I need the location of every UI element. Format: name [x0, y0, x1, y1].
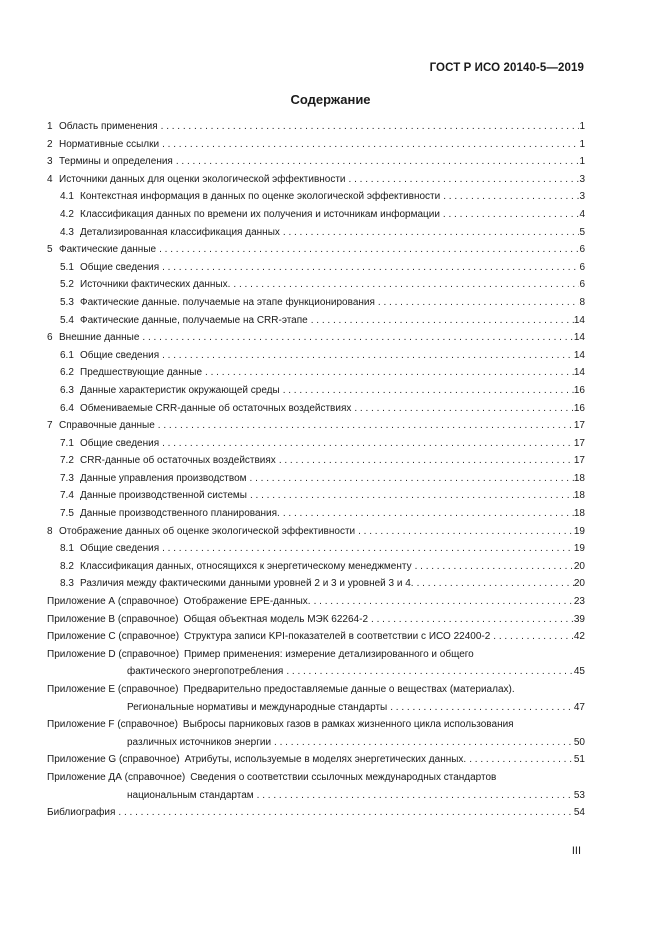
toc-annex-title-continued: Региональные нормативы и международные стандарты — [127, 701, 388, 713]
toc-bibliography-title: Библиография — [47, 807, 116, 819]
toc-annex-title: Структура записи KPI-показателей в соответствии с ИСО 22400-2 — [184, 631, 491, 643]
toc-leader-dots — [417, 575, 574, 593]
toc-entry-number: 5.2 — [60, 279, 74, 291]
toc-annex-line — [47, 751, 585, 769]
toc-leader-dots — [205, 364, 574, 382]
toc-annex-label: Приложение С (справочное) — [47, 631, 180, 643]
toc-entry-title: Контекстная информация в данных по оценке экологической эффективности — [80, 191, 441, 203]
toc-annex-label: Приложение ДА (справочное) — [47, 771, 186, 783]
toc-entry-title: Внешние данные — [59, 332, 140, 344]
toc-leader-dots — [314, 593, 574, 611]
toc-entry-page: 19 — [573, 543, 585, 555]
toc-entry-page: 1 — [579, 138, 585, 150]
toc-entry-title: Классификация данных, относящихся к энергетическому менеджменту — [80, 560, 412, 572]
toc-entry-page: 4 — [579, 208, 585, 220]
toc-annex-line — [47, 593, 585, 611]
toc-annex-entry[interactable] — [47, 681, 585, 716]
toc-entry-title: Нормативные ссылки — [59, 138, 160, 150]
toc-leader-dots — [283, 224, 580, 242]
toc-entry[interactable] — [47, 575, 585, 593]
toc-annex-title: Общая объектная модель МЭК 62264-2 — [183, 613, 369, 625]
toc-leader-dots — [349, 171, 580, 189]
toc-entry-number: 6.1 — [60, 349, 74, 361]
toc-entry-page: 14 — [573, 332, 585, 344]
toc-entry-page: 16 — [573, 384, 585, 396]
toc-annex-label: Приложение F (справочное) — [47, 719, 178, 731]
toc-entry-title: Предшествующие данные — [80, 367, 203, 379]
toc-entry-title: Общие сведения — [80, 437, 160, 449]
toc-annex-line — [47, 769, 585, 787]
toc-annex-line — [47, 734, 585, 752]
toc-leader-dots — [371, 611, 574, 629]
toc-entry-title: Классификация данных по времени их получения и источникам информации — [80, 208, 440, 220]
toc-entry[interactable] — [47, 347, 585, 365]
toc-entry-page: 1 — [579, 156, 585, 168]
toc-annex-title: Отображение EPE-данных. — [183, 596, 311, 608]
toc-title: Содержание — [290, 92, 371, 107]
toc-annex-page: 47 — [573, 701, 585, 713]
toc-entry-number: 6.4 — [60, 402, 74, 414]
toc-entry-title: Общие сведения — [80, 543, 160, 555]
toc-entry-title: Обмениваемые CRR-данные об остаточных воздействиях — [80, 402, 352, 414]
toc-entry-page: 20 — [573, 578, 585, 590]
toc-entry-page: 18 — [573, 490, 585, 502]
toc-entry[interactable] — [47, 400, 585, 418]
toc-entry[interactable] — [47, 435, 585, 453]
toc-entry-number: 4 — [47, 173, 53, 185]
toc-entry-title: Источники данных для оценки экологической эффективности — [59, 173, 346, 185]
toc-entry-title: Фактические данные — [59, 244, 157, 256]
toc-annex-page: 45 — [573, 666, 585, 678]
toc-leader-dots — [162, 540, 574, 558]
toc-leader-dots — [443, 188, 579, 206]
toc-annex-title-continued: различных источников энергии — [127, 736, 272, 748]
toc-leader-dots — [415, 558, 574, 576]
toc-entry-title: Данные производственной системы — [80, 490, 247, 502]
page-number: III — [571, 845, 581, 857]
toc-annex-entry[interactable] — [47, 628, 585, 646]
toc-entry-number: 3 — [47, 156, 53, 168]
toc-entry-page: 6 — [579, 244, 585, 256]
toc-annex-entry[interactable] — [47, 716, 585, 751]
toc-entry[interactable] — [47, 241, 585, 259]
toc-entry[interactable] — [47, 417, 585, 435]
toc-entry-number: 4.1 — [60, 191, 74, 203]
toc-entry[interactable] — [47, 452, 585, 470]
toc-annex-entry[interactable] — [47, 611, 585, 629]
toc-leader-dots — [162, 136, 579, 154]
toc-entry-page: 3 — [579, 191, 585, 203]
toc-annex-entry[interactable] — [47, 751, 585, 769]
toc-leader-dots — [354, 400, 574, 418]
toc-annex-page: 50 — [573, 736, 585, 748]
toc-entry[interactable] — [47, 558, 585, 576]
document-code: ГОСТ Р ИСО 20140-5—2019 — [429, 62, 584, 74]
toc-entry[interactable] — [47, 470, 585, 488]
toc-entry[interactable] — [47, 364, 585, 382]
table-of-contents — [47, 118, 585, 822]
toc-entry-page: 20 — [573, 560, 585, 572]
toc-annex-line — [47, 663, 585, 681]
toc-entry-number: 4.3 — [60, 226, 74, 238]
toc-annex-page: 42 — [573, 631, 585, 643]
toc-entry[interactable] — [47, 312, 585, 330]
toc-entry-title: CRR-данные об остаточных воздействиях — [80, 455, 276, 467]
toc-leader-dots — [162, 435, 574, 453]
toc-annex-label: Приложение А (справочное) — [47, 596, 179, 608]
toc-leader-dots — [279, 452, 574, 470]
toc-leader-dots — [162, 347, 574, 365]
toc-annex-line — [47, 699, 585, 717]
toc-entry-number: 6.3 — [60, 384, 74, 396]
toc-entry-title: Фактические данные. получаемые на этапе функционирования — [80, 296, 375, 308]
toc-annex-page: 51 — [573, 754, 585, 766]
toc-entry-number: 5.1 — [60, 261, 74, 273]
toc-entry[interactable] — [47, 118, 585, 136]
toc-annex-line — [47, 681, 585, 699]
toc-annex-title: Сведения о соответствии ссылочных международных стандартов — [190, 771, 497, 783]
toc-leader-dots — [443, 206, 580, 224]
toc-entry-title: Отображение данных об оценке экологической эффективности — [59, 525, 356, 537]
toc-leader-dots — [233, 276, 579, 294]
toc-annex-label: Приложение Е (справочное) — [47, 684, 179, 695]
toc-annex-title: Предварительно предоставляемые данные о веществах (материалах). — [183, 684, 515, 695]
toc-annex-line — [47, 716, 585, 734]
toc-leader-dots — [118, 804, 573, 822]
toc-entry-page: 17 — [573, 420, 585, 432]
toc-entry[interactable] — [47, 487, 585, 505]
toc-entry[interactable] — [47, 540, 585, 558]
toc-leader-dots — [493, 628, 574, 646]
toc-bibliography[interactable] — [47, 804, 585, 822]
toc-leader-dots — [250, 470, 574, 488]
toc-entry-page: 3 — [579, 173, 585, 185]
toc-entry-page: 18 — [573, 472, 585, 484]
toc-leader-dots — [469, 751, 574, 769]
toc-entry[interactable] — [47, 382, 585, 400]
toc-annex-label: Приложение G (справочное) — [47, 754, 180, 766]
toc-entry-page: 1 — [579, 121, 585, 132]
toc-annex-entry[interactable] — [47, 769, 585, 804]
toc-entry-number: 7.2 — [60, 455, 74, 467]
toc-leader-dots — [159, 241, 579, 259]
toc-leader-dots — [257, 787, 574, 805]
toc-entry-number: 8 — [47, 525, 53, 537]
toc-entry[interactable] — [47, 206, 585, 224]
toc-entry-number: 7.4 — [60, 490, 74, 502]
toc-entry-number: 5.4 — [60, 314, 74, 326]
toc-entry-number: 8.2 — [60, 560, 74, 572]
toc-leader-dots — [378, 294, 580, 312]
toc-entry-number: 7.3 — [60, 472, 74, 484]
toc-entry[interactable] — [47, 153, 585, 171]
toc-annex-line — [47, 611, 585, 629]
toc-entry-title: Термины и определения — [59, 156, 173, 168]
toc-entry-page: 8 — [579, 296, 585, 308]
toc-entry[interactable] — [47, 259, 585, 277]
toc-annex-label: Приложение D (справочное) — [47, 648, 180, 660]
toc-leader-dots — [161, 118, 580, 136]
toc-leader-dots — [250, 487, 574, 505]
toc-entry[interactable] — [47, 188, 585, 206]
toc-annex-page: 23 — [573, 596, 585, 608]
toc-entry-title: Общие сведения — [80, 261, 160, 273]
toc-entry-page: 14 — [573, 349, 585, 361]
toc-annex-title-continued: фактического энергопотребления — [127, 666, 284, 678]
toc-annex-title: Атрибуты, используемые в моделях энергетических данных. — [184, 754, 467, 766]
toc-leader-dots — [162, 259, 579, 277]
toc-entry-number: 8.1 — [60, 543, 74, 555]
toc-entry-title: Общие сведения — [80, 349, 160, 361]
toc-entry-title: Данные управления производством — [80, 472, 247, 484]
toc-entry[interactable] — [47, 523, 585, 541]
toc-leader-dots — [283, 505, 574, 523]
toc-leader-dots — [283, 382, 574, 400]
toc-entry-number: 4.2 — [60, 208, 74, 220]
toc-entry[interactable] — [47, 136, 585, 154]
toc-entry-page: 6 — [579, 279, 585, 291]
toc-leader-dots — [176, 153, 580, 171]
toc-entry-page: 5 — [579, 226, 585, 238]
toc-leader-dots — [311, 312, 574, 330]
toc-entry[interactable] — [47, 171, 585, 189]
toc-entry-page: 6 — [579, 261, 585, 273]
toc-leader-dots — [390, 699, 574, 717]
toc-entry-number: 6 — [47, 332, 53, 344]
toc-entry[interactable] — [47, 329, 585, 347]
toc-entry-number: 5.3 — [60, 296, 74, 308]
toc-entry[interactable] — [47, 276, 585, 294]
toc-entry-page: 17 — [573, 455, 585, 467]
toc-entry-page: 14 — [573, 367, 585, 379]
toc-annex-title: Выбросы парниковых газов в рамках жизненного цикла использования — [182, 719, 514, 731]
toc-leader-dots — [286, 663, 574, 681]
toc-entry[interactable] — [47, 224, 585, 242]
toc-annex-page: 39 — [573, 613, 585, 625]
toc-annex-title-continued: национальным стандартам — [127, 789, 254, 801]
toc-entry-page: 17 — [573, 437, 585, 449]
toc-entry-number: 6.2 — [60, 367, 74, 379]
toc-entry-title: Детализированная классификация данных — [80, 226, 280, 238]
toc-annex-label: Приложение В (справочное) — [47, 613, 179, 625]
toc-annex-line — [47, 787, 585, 805]
toc-entry-page: 19 — [573, 525, 585, 537]
toc-entry-number: 2 — [47, 138, 53, 150]
toc-annex-line — [47, 646, 585, 664]
toc-entry-number: 5 — [47, 244, 53, 256]
toc-annex-entry[interactable] — [47, 646, 585, 681]
toc-leader-dots — [358, 523, 574, 541]
toc-leader-dots — [158, 417, 574, 435]
toc-annex-entry[interactable] — [47, 593, 585, 611]
toc-annex-title: Пример применения: измерение детализированного и общего — [184, 648, 474, 660]
toc-entry-title: Фактические данные, получаемые на CRR-этапе — [80, 314, 308, 326]
toc-entry-title: Справочные данные — [59, 420, 155, 432]
toc-annex-line — [47, 628, 585, 646]
toc-entry-page: 18 — [573, 508, 585, 520]
toc-leader-dots — [142, 329, 573, 347]
toc-entry-number: 7.5 — [60, 508, 74, 520]
toc-entry[interactable] — [47, 505, 585, 523]
toc-entry-title: Различия между фактическими данными уровней 2 и 3 и уровней 3 и 4. — [80, 578, 414, 590]
toc-entry-page: 14 — [573, 314, 585, 326]
toc-entry-title: Источники фактических данных. — [80, 279, 231, 291]
toc-bibliography-page: 54 — [573, 807, 585, 819]
toc-entry-title: Область применения — [59, 121, 158, 132]
toc-entry-number: 7 — [47, 420, 53, 432]
toc-entry-number: 8.3 — [60, 578, 74, 590]
toc-entry-number: 7.1 — [60, 437, 74, 449]
toc-entry-title: Данные характеристик окружающей среды — [80, 384, 280, 396]
toc-entry[interactable] — [47, 294, 585, 312]
toc-entry-page: 16 — [573, 402, 585, 414]
toc-leader-dots — [274, 734, 574, 752]
toc-entry-number: 1 — [47, 121, 53, 132]
toc-annex-page: 53 — [573, 789, 585, 801]
toc-entry-title: Данные производственного планирования. — [80, 508, 280, 520]
